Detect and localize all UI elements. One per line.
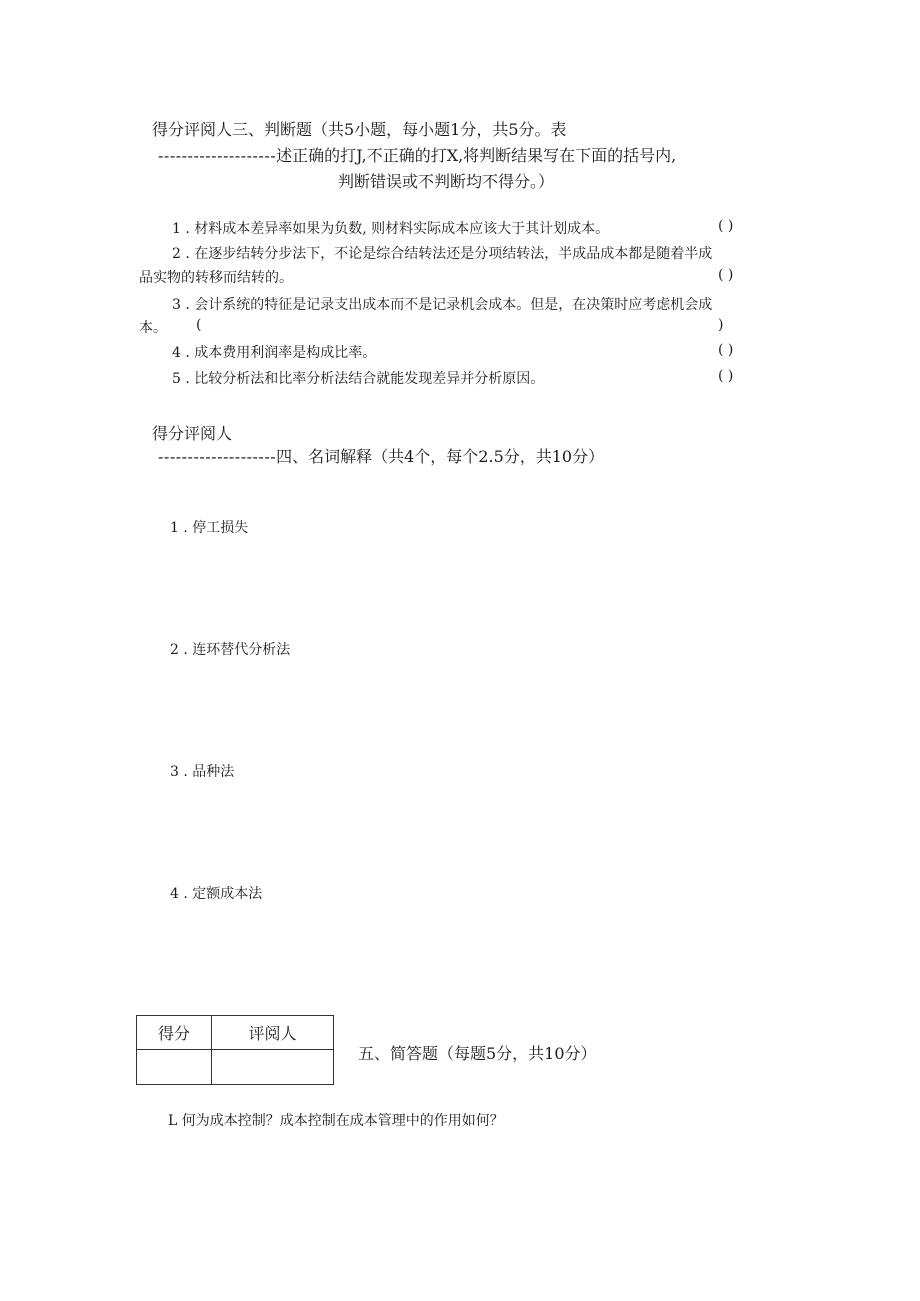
section3-header-line2 bbox=[158, 143, 676, 166]
section4-header-line bbox=[158, 444, 604, 467]
term-2: 2 . 连环替代分析法 bbox=[170, 642, 291, 658]
score-table-reviewer-header: 评阅人 bbox=[212, 1016, 334, 1050]
term-3: 3 . 品种法 bbox=[170, 764, 235, 780]
question-3-bracket-open[interactable]: ( bbox=[196, 317, 202, 333]
score-table-score-cell[interactable] bbox=[137, 1050, 212, 1085]
score-dashes: -------------------- bbox=[158, 447, 277, 466]
score-dashes: -------------------- bbox=[158, 146, 277, 165]
question-1-bracket[interactable]: ( ) bbox=[718, 218, 734, 234]
section4-header: 四、名词解释（共4个，每个2.5分，共10分） bbox=[276, 447, 605, 466]
score-table bbox=[136, 1015, 334, 1085]
question-1-text: 1 . 材料成本差异率如果为负数, 则材料实际成本应该大于其计划成本。 bbox=[172, 221, 610, 237]
question-4-bracket[interactable]: ( ) bbox=[718, 342, 734, 358]
question-4-text: 4 . 成本费用利润率是构成比率。 bbox=[172, 345, 377, 361]
question-5-bracket[interactable]: ( ) bbox=[718, 368, 734, 384]
question-3-line1: 3 . 会计系统的特征是记录支出成本而不是记录机会成本。但是，在决策时应考虑机会成 bbox=[172, 297, 713, 313]
section5-header: 五、简答题（每题5分，共10分） bbox=[358, 1044, 597, 1063]
score-table-score-header: 得分 bbox=[137, 1016, 212, 1050]
section3-header-line2-text: 述正确的打J,不正确的打X,将判断结果写在下面的括号内, bbox=[276, 146, 677, 165]
section3-header-line1: 得分评阅人三、判断题（共5小题，每小题1分，共5分。表 bbox=[152, 120, 567, 139]
question-5-text: 5 . 比较分析法和比率分析法结合就能发现差异并分析原因。 bbox=[172, 371, 545, 387]
score-table-reviewer-cell[interactable] bbox=[212, 1050, 334, 1085]
question-2-bracket[interactable]: ( ) bbox=[718, 267, 734, 283]
term-4: 4 . 定额成本法 bbox=[170, 886, 263, 902]
question-3-line2: 本。 bbox=[139, 320, 167, 336]
short-answer-question-1: L 何为成本控制？成本控制在成本管理中的作用如何？ bbox=[168, 1113, 504, 1129]
question-2-line2: 品实物的转移而结转的。 bbox=[139, 270, 293, 286]
section3-header-line3: 判断错误或不判断均不得分。） bbox=[338, 172, 555, 191]
section4-score-label: 得分评阅人 bbox=[152, 424, 233, 443]
question-3-bracket-close[interactable]: ) bbox=[718, 317, 724, 333]
term-1: 1 . 停工损失 bbox=[170, 520, 249, 536]
question-2-line1: 2 . 在逐步结转分步法下，不论是综合结转法还是分项结转法，半成品成本都是随着半成 bbox=[172, 246, 713, 262]
